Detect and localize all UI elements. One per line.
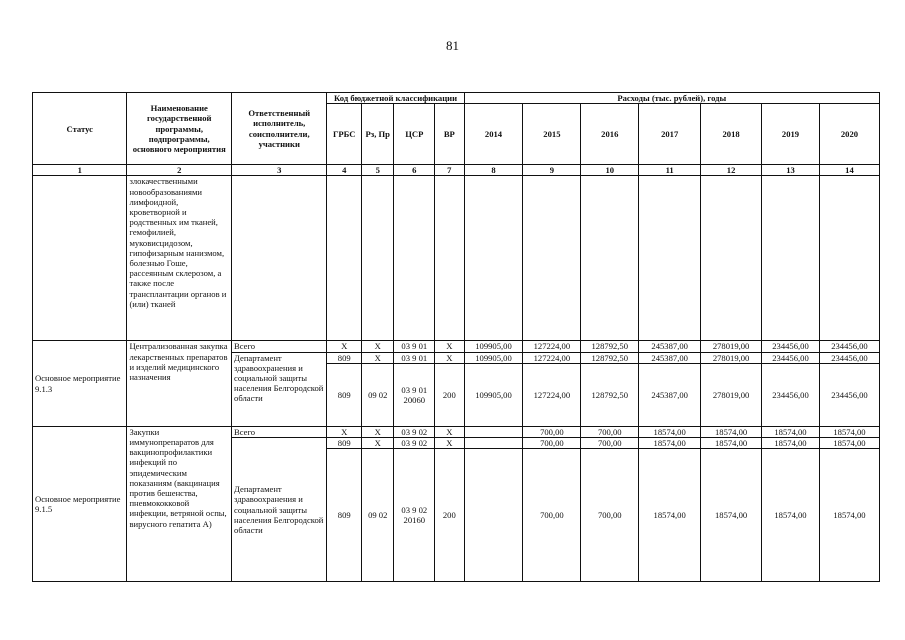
- column-index: 4: [327, 165, 362, 176]
- value-cell: 245387,00: [639, 363, 701, 426]
- value-cell: [464, 426, 523, 437]
- table-cell: [464, 176, 523, 341]
- grbs-cell: 809: [327, 449, 362, 582]
- value-cell: 278019,00: [701, 363, 762, 426]
- value-cell: [464, 438, 523, 449]
- header-csr: ЦСР: [394, 104, 435, 165]
- value-cell: 18574,00: [701, 426, 762, 437]
- column-index: 12: [701, 165, 762, 176]
- csr-cell: 03 9 01 20060: [394, 363, 435, 426]
- table-cell: [523, 176, 581, 341]
- activity-name: Закупки иммунопрепаратов для вакцинопрофилактики инфекций по эпидемическим показаниям (вакцинация против бешенства, пневмококковой инфекции, ветряной оспы, вирусного гепатита А): [127, 426, 232, 581]
- column-index: 8: [464, 165, 523, 176]
- continuation-name: злокачественными новообразованиями лимфоидной, кроветворной и родственных им тканей, гемофилией, муковисцидозом, гипофизарным нанизмом, болезнью Гоше, рассеянным склерозом, а также после трансплантации органов и (или) тканей: [127, 176, 232, 341]
- column-index: 1: [33, 165, 127, 176]
- table-cell: [394, 176, 435, 341]
- value-cell: [464, 449, 523, 582]
- value-cell: 18574,00: [639, 426, 701, 437]
- value-cell: 18574,00: [819, 426, 879, 437]
- value-cell: 127224,00: [523, 341, 581, 352]
- table-cell: [762, 176, 820, 341]
- value-cell: 127224,00: [523, 352, 581, 363]
- value-cell: 18574,00: [819, 449, 879, 582]
- header-budget-code: Код бюджетной классификации: [327, 93, 464, 104]
- value-cell: 700,00: [523, 449, 581, 582]
- table-cell: [819, 176, 879, 341]
- header-grbs: ГРБС: [327, 104, 362, 165]
- csr-cell: 03 9 01: [394, 352, 435, 363]
- table-cell: [581, 176, 639, 341]
- value-cell: 234456,00: [819, 352, 879, 363]
- value-cell: 700,00: [581, 449, 639, 582]
- value-cell: 127224,00: [523, 363, 581, 426]
- value-cell: 18574,00: [639, 438, 701, 449]
- value-cell: 109905,00: [464, 352, 523, 363]
- value-cell: 18574,00: [701, 449, 762, 582]
- value-cell: 109905,00: [464, 363, 523, 426]
- csr-cell: 03 9 02: [394, 426, 435, 437]
- column-index-row: [33, 165, 880, 176]
- value-cell: 700,00: [523, 426, 581, 437]
- continuation-row: [33, 176, 880, 341]
- header-year-2018: 2018: [701, 104, 762, 165]
- value-cell: 234456,00: [762, 352, 820, 363]
- table-cell: [232, 176, 327, 341]
- header-year-2017: 2017: [639, 104, 701, 165]
- value-cell: 700,00: [523, 438, 581, 449]
- header-program-name: Наименование государственной программы, подпрограммы, основного мероприятия: [127, 93, 232, 165]
- header-year-2015: 2015: [523, 104, 581, 165]
- header-year-2020: 2020: [819, 104, 879, 165]
- value-cell: 128792,50: [581, 363, 639, 426]
- executor-cell: Всего: [232, 426, 327, 437]
- table-cell: [362, 176, 394, 341]
- column-index: 5: [362, 165, 394, 176]
- header-expenses: Расходы (тыс. рублей), годы: [464, 93, 879, 104]
- activity-status: Основное мероприятие 9.1.3: [33, 341, 127, 426]
- column-index: 11: [639, 165, 701, 176]
- vr-cell: 200: [435, 449, 464, 582]
- value-cell: 128792,50: [581, 352, 639, 363]
- vr-cell: 200: [435, 363, 464, 426]
- value-cell: 128792,50: [581, 341, 639, 352]
- csr-cell: 03 9 02 20160: [394, 449, 435, 582]
- value-cell: 234456,00: [819, 341, 879, 352]
- value-cell: 245387,00: [639, 341, 701, 352]
- column-index: 2: [127, 165, 232, 176]
- value-cell: 245387,00: [639, 352, 701, 363]
- column-index: 14: [819, 165, 879, 176]
- header-status: Статус: [33, 93, 127, 165]
- table-row: [33, 426, 880, 437]
- table-cell: [639, 176, 701, 341]
- column-index: 7: [435, 165, 464, 176]
- rzpr-cell: 09 02: [362, 363, 394, 426]
- rzpr-cell: X: [362, 438, 394, 449]
- header-executor: Ответственный исполнитель, соисполнители, участники: [232, 93, 327, 165]
- header-year-2014: 2014: [464, 104, 523, 165]
- page-number: 81: [446, 38, 459, 53]
- value-cell: 18574,00: [762, 426, 820, 437]
- activity-name: Централизованная закупка лекарственных препаратов и изделий медицинского назначения: [127, 341, 232, 426]
- value-cell: 18574,00: [762, 438, 820, 449]
- executor-cell: Департамент здравоохранения и социальной защиты населения Белгородской области: [232, 438, 327, 582]
- grbs-cell: X: [327, 341, 362, 352]
- csr-cell: 03 9 01: [394, 341, 435, 352]
- value-cell: 18574,00: [701, 438, 762, 449]
- activity-status: Основное мероприятие 9.1.5: [33, 426, 127, 581]
- table-cell: [435, 176, 464, 341]
- column-index: 9: [523, 165, 581, 176]
- table-cell: [327, 176, 362, 341]
- column-index: 10: [581, 165, 639, 176]
- csr-cell: 03 9 02: [394, 438, 435, 449]
- budget-table: [32, 92, 880, 582]
- table-row: [33, 341, 880, 352]
- header-row-top: [33, 93, 880, 104]
- value-cell: 18574,00: [762, 449, 820, 582]
- rzpr-cell: X: [362, 352, 394, 363]
- vr-cell: X: [435, 426, 464, 437]
- grbs-cell: 809: [327, 438, 362, 449]
- column-index: 3: [232, 165, 327, 176]
- vr-cell: X: [435, 341, 464, 352]
- grbs-cell: 809: [327, 363, 362, 426]
- table-cell: [33, 176, 127, 341]
- column-index: 6: [394, 165, 435, 176]
- grbs-cell: 809: [327, 352, 362, 363]
- value-cell: 278019,00: [701, 352, 762, 363]
- value-cell: 234456,00: [762, 363, 820, 426]
- header-vr: ВР: [435, 104, 464, 165]
- column-index: 13: [762, 165, 820, 176]
- vr-cell: X: [435, 352, 464, 363]
- header-year-2019: 2019: [762, 104, 820, 165]
- executor-cell: Всего: [232, 341, 327, 352]
- rzpr-cell: 09 02: [362, 449, 394, 582]
- value-cell: 278019,00: [701, 341, 762, 352]
- grbs-cell: X: [327, 426, 362, 437]
- value-cell: 234456,00: [819, 363, 879, 426]
- value-cell: 18574,00: [639, 449, 701, 582]
- vr-cell: X: [435, 438, 464, 449]
- header-rzpr: Рз, Пр: [362, 104, 394, 165]
- header-year-2016: 2016: [581, 104, 639, 165]
- executor-cell: Департамент здравоохранения и социальной защиты населения Белгородской области: [232, 352, 327, 426]
- value-cell: 234456,00: [762, 341, 820, 352]
- rzpr-cell: X: [362, 341, 394, 352]
- value-cell: 109905,00: [464, 341, 523, 352]
- value-cell: 700,00: [581, 438, 639, 449]
- value-cell: 18574,00: [819, 438, 879, 449]
- value-cell: 700,00: [581, 426, 639, 437]
- rzpr-cell: X: [362, 426, 394, 437]
- table-cell: [701, 176, 762, 341]
